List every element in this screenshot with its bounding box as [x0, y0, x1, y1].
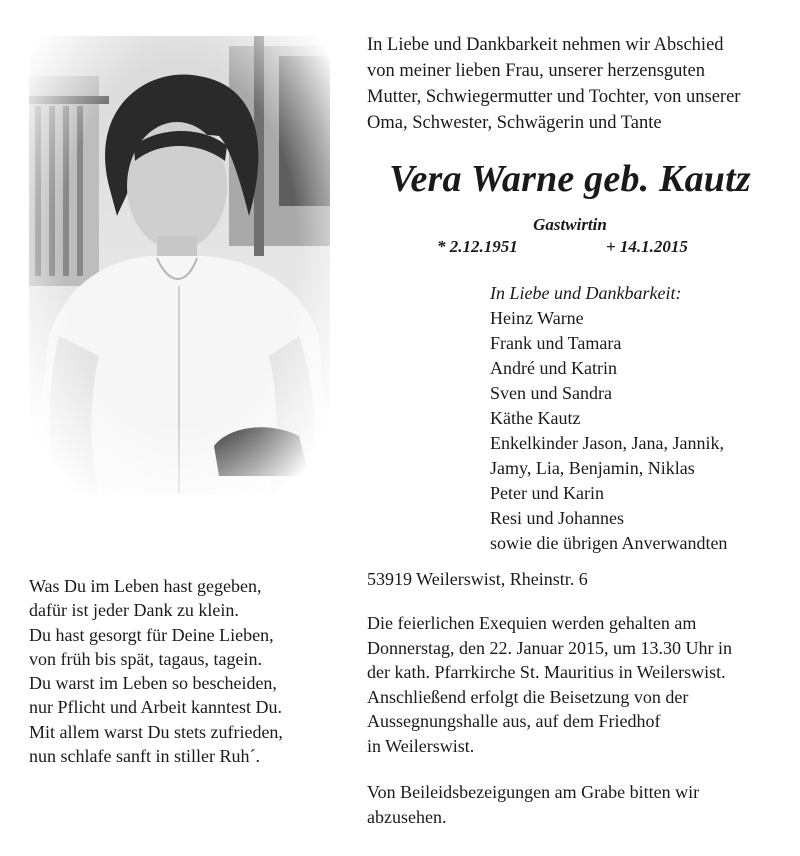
poem-line: dafür ist jeder Dank zu klein.	[29, 600, 239, 621]
funeral-line: in Weilerswist.	[367, 735, 475, 756]
poem-line: Du hast gesorgt für Deine Lieben,	[29, 624, 274, 645]
funeral-line: Die feierlichen Exequien werden gehalten am	[367, 613, 697, 633]
portrait-photo	[29, 36, 330, 494]
mourners-heading: In Liebe und Dankbarkeit:	[490, 283, 682, 303]
mourner-name: Käthe Kautz	[490, 408, 581, 428]
intro-line: Mutter, Schwiegermutter und Tochter, von unserer	[367, 87, 741, 107]
intro-text	[367, 32, 787, 136]
intro-line: In Liebe und Dankbarkeit nehmen wir Abschied	[367, 35, 724, 55]
funeral-line: Donnerstag, den 22. Januar 2015, um 13.30 Uhr in	[367, 637, 732, 658]
death-date: + 14.1.2015	[606, 237, 688, 256]
address: 53919 Weilerswist, Rheinstr. 6	[367, 569, 588, 589]
closing-line: abzusehen.	[367, 806, 447, 827]
funeral-line: der kath. Pfarrkirche St. Mauritius in Weilerswist.	[367, 662, 726, 682]
funeral-line: Aussegnungshalle aus, auf dem Friedhof	[367, 711, 661, 731]
mourner-name: Enkelkinder Jason, Jana, Jannik,	[490, 433, 724, 453]
birth-date: * 2.12.1951	[437, 237, 518, 256]
intro-line: Oma, Schwester, Schwägerin und Tante	[367, 113, 662, 133]
funeral-line: Anschließend erfolgt die Beisetzung von der	[367, 686, 689, 707]
closing-line: Von Beileidsbezeigungen am Grabe bitten wir	[367, 782, 700, 802]
mourner-name: sowie die übrigen Anverwandten	[490, 533, 728, 553]
funeral-details	[367, 611, 787, 758]
mourner-name: André und Katrin	[490, 358, 617, 378]
poem-line: Was Du im Leben hast gegeben,	[29, 576, 262, 596]
closing-note	[367, 780, 787, 829]
mourner-name: Sven und Sandra	[490, 383, 612, 403]
poem-line: von früh bis spät, tagaus, tagein.	[29, 648, 262, 669]
poem-line: Mit allem warst Du stets zufrieden,	[29, 721, 283, 742]
deceased-occupation: Gastwirtin	[533, 215, 607, 234]
mourner-name: Peter und Karin	[490, 483, 604, 503]
mourner-name: Heinz Warne	[490, 308, 584, 328]
portrait-photo-icon	[29, 36, 330, 494]
mourner-name: Resi und Johannes	[490, 508, 624, 528]
poem	[29, 574, 349, 768]
mourner-name: Frank und Tamara	[490, 333, 622, 353]
intro-line: von meiner lieben Frau, unserer herzensguten	[367, 61, 706, 81]
poem-line: Du warst im Leben so bescheiden,	[29, 673, 277, 694]
mourner-name: Jamy, Lia, Benjamin, Niklas	[490, 458, 695, 478]
deceased-name: Vera Warne geb. Kautz	[389, 158, 751, 200]
poem-line: nur Pflicht und Arbeit kanntest Du.	[29, 697, 282, 718]
poem-line: nun schlafe sanft in stiller Ruh´.	[29, 746, 260, 767]
mourners-list	[490, 281, 790, 556]
